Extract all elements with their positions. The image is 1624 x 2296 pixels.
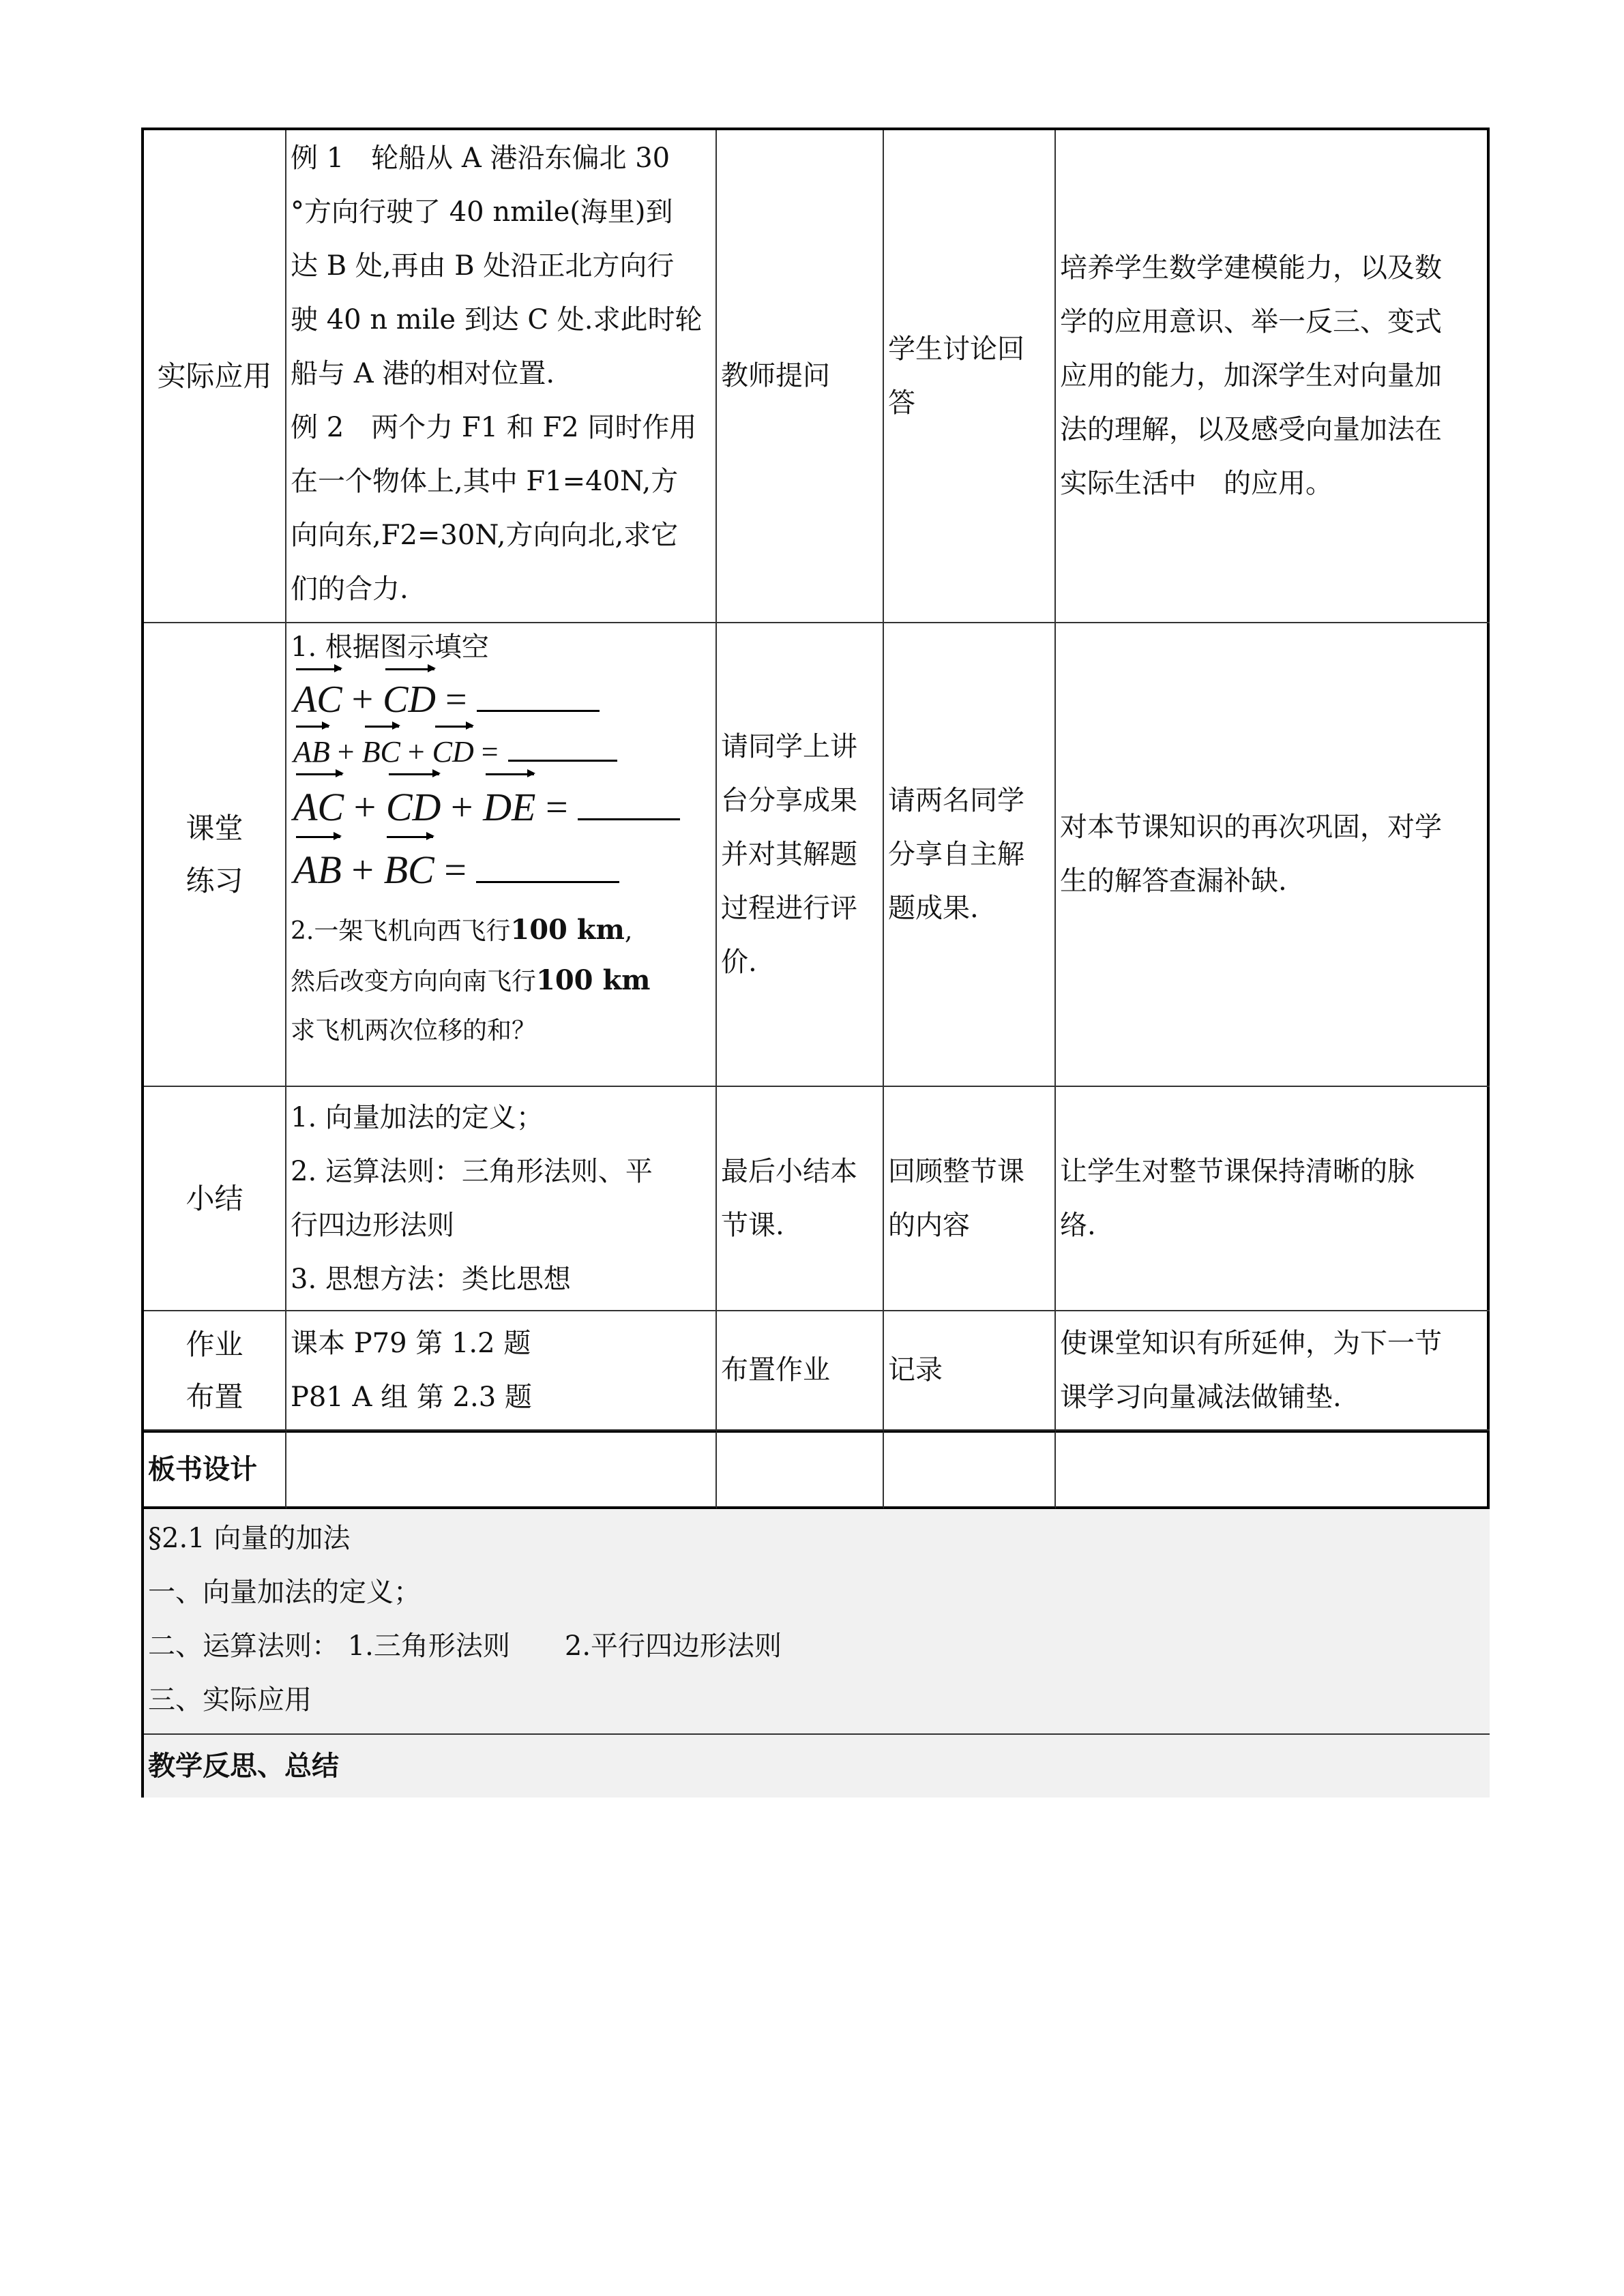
question-2-line-1: 2.一架飞机向西飞行100 km, bbox=[291, 914, 633, 946]
answer-blank bbox=[476, 881, 619, 883]
practice-student: 请两名同学 分享自主解 题成果. bbox=[884, 623, 1056, 1087]
vector-ac: AC bbox=[293, 671, 342, 728]
application-teacher: 教师提问 bbox=[717, 130, 884, 623]
reflection-row: 教学反思、总结 bbox=[144, 1735, 1490, 1798]
board-empty-cell bbox=[286, 1431, 717, 1509]
summary-purpose: 让学生对整节课保持清晰的脉 络. bbox=[1056, 1087, 1490, 1311]
board-empty-cell bbox=[1056, 1431, 1490, 1509]
board-line: §2.1 向量的加法 bbox=[148, 1523, 351, 1554]
board-line: 三、实际应用 bbox=[148, 1684, 312, 1716]
content-line: 达 B 处,再由 B 处沿正北方向行 bbox=[291, 250, 675, 282]
content-line: 例 1 轮船从 A 港沿东偏北 30 bbox=[291, 143, 670, 174]
application-content bbox=[286, 130, 717, 623]
summary-teacher: 最后小结本 节课. bbox=[717, 1087, 884, 1311]
content-line: °方向行驶了 40 nmile(海里)到 bbox=[291, 196, 673, 228]
practice-content: 1. 根据图示填空 AC + CD = AB + BC + CD = AC + CD + DE = AB + BC = 2.一架飞机向西飞行100 km, 然后改变方向向南飞行100 km 求飞机两次位移的和？ bbox=[286, 623, 717, 1087]
board-content bbox=[144, 1509, 1490, 1735]
answer-blank bbox=[477, 710, 600, 712]
content-line: 们的合力. bbox=[291, 573, 409, 605]
content-line: 例 2 两个力 F1 和 F2 同时作用 bbox=[291, 412, 697, 443]
formula-4: AB + BC = bbox=[286, 839, 715, 901]
question-2-line-2: 然后改变方向向南飞行100 km bbox=[291, 964, 651, 996]
board-line: 一、向量加法的定义； bbox=[148, 1577, 421, 1608]
row-label-homework: 作业 布置 bbox=[144, 1311, 286, 1431]
vector-cd: CD bbox=[383, 671, 436, 728]
question-2-line-3: 求飞机两次位移的和？ bbox=[291, 1017, 537, 1045]
practice-purpose: 对本节课知识的再次巩固，对学 生的解答查漏补缺. bbox=[1056, 623, 1490, 1087]
content-line: 向向东,F2=30N,方向向北,求它 bbox=[291, 520, 679, 551]
application-student: 学生讨论回 答 bbox=[884, 130, 1056, 623]
homework-student: 记录 bbox=[884, 1311, 1056, 1431]
board-line: 二、运算法则： 1.三角形法则 2.平行四边形法则 bbox=[148, 1630, 782, 1662]
formula-3: AC + CD + DE = bbox=[286, 776, 715, 839]
homework-teacher: 布置作业 bbox=[717, 1311, 884, 1431]
row-label-application: 实际应用 bbox=[144, 130, 286, 623]
row-label-practice: 课堂 练习 bbox=[144, 623, 286, 1087]
row-label-board: 板书设计 bbox=[144, 1431, 286, 1509]
application-purpose: 培养学生数学建模能力，以及数 学的应用意识、举一反三、变式 应用的能力，加深学生对向量加 法的理解，以及感受向量加法在 实际生活中 的应用。 bbox=[1056, 130, 1490, 623]
formula-2: AB + BC + CD = bbox=[286, 728, 715, 776]
answer-blank bbox=[508, 760, 617, 762]
content-line: 船与 A 港的相对位置. bbox=[291, 358, 555, 389]
formula-1: AC + CD = bbox=[286, 671, 715, 728]
summary-student: 回顾整节课 的内容 bbox=[884, 1087, 1056, 1311]
row-label-summary: 小结 bbox=[144, 1087, 286, 1311]
lesson-plan-table bbox=[141, 128, 1490, 1798]
homework-content: 课本 P79 第 1.2 题 P81 A 组 第 2.3 题 bbox=[286, 1311, 717, 1431]
content-line: 在一个物体上,其中 F1=40N,方 bbox=[291, 466, 679, 497]
homework-purpose: 使课堂知识有所延伸，为下一节 课学习向量减法做铺垫. bbox=[1056, 1311, 1490, 1431]
board-empty-cell bbox=[884, 1431, 1056, 1509]
practice-teacher: 请同学上讲 台分享成果 并对其解题 过程进行评 价. bbox=[717, 623, 884, 1087]
content-line: 驶 40 n mile 到达 C 处.求此时轮 bbox=[291, 304, 703, 336]
board-empty-cell bbox=[717, 1431, 884, 1509]
answer-blank bbox=[578, 818, 680, 820]
summary-content: 1. 向量加法的定义； 2. 运算法则：三角形法则、平 行四边形法则 3. 思想方法：类比思想 bbox=[286, 1087, 717, 1311]
